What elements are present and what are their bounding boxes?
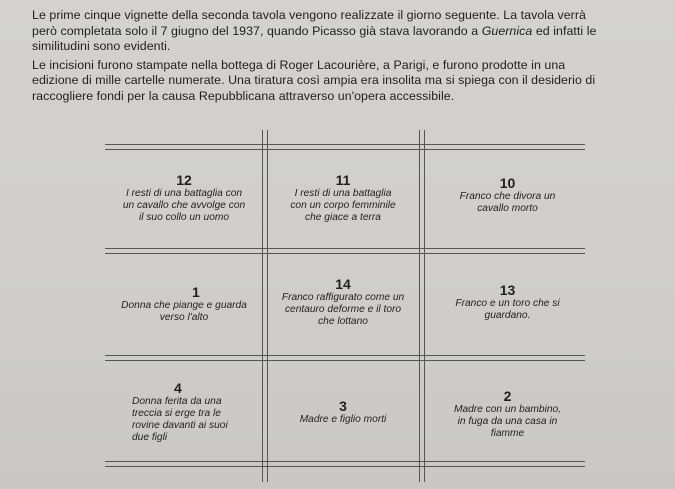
panel-3 (268, 398, 418, 426)
grid-line (424, 130, 425, 482)
text-line: Le incisioni furono stampate nella bottega di Roger Lacourière, a Parigi, e furono prodotte in una (32, 57, 566, 72)
panel-4 (108, 380, 260, 444)
panel-number: 3 (339, 398, 347, 414)
grid-line (262, 130, 263, 482)
panel-description: Madre e figlio morti (299, 414, 387, 425)
panel-11 (268, 172, 418, 224)
grid-line (105, 253, 585, 254)
panel-number: 11 (335, 172, 351, 188)
grid-line (419, 130, 420, 482)
panel-12 (108, 172, 260, 224)
panel-number: 1 (192, 284, 200, 300)
text-line: Le prime cinque vignette della seconda tavola vengono realizzate il giorno seguente. La tavola verrà (32, 8, 586, 22)
panel-description: Franco raffigurato come un centauro deforme e il toro che lottano (281, 292, 405, 327)
panel-description: Franco che divora un cavallo morto (459, 191, 556, 214)
grid-line (105, 144, 585, 145)
panel-number: 13 (499, 282, 516, 298)
grid-line (105, 149, 585, 150)
panel-description: Franco e un toro che si guardano. (455, 298, 560, 321)
panel-10 (430, 175, 585, 215)
intro-paragraph-1 (32, 8, 652, 55)
text-line: edizione di mille cartelle numerate. Una tiratura così ampia era insolita ma si spiega con il desiderio di (32, 73, 596, 88)
panel-number: 10 (499, 175, 516, 191)
panel-13 (430, 282, 585, 322)
panel-description: I resti di una battaglia con un cavallo che avvolge con il suo collo un uomo (122, 188, 246, 223)
grid-line (105, 360, 585, 361)
panel-description: Donna ferita da una treccia si erge tra le rovine davanti ai suoi due figli (132, 396, 228, 443)
panel-description: I resti di una battaglia con un corpo femminile che giace a terra (290, 188, 396, 223)
intro-text (32, 8, 652, 105)
intro-paragraph-2 (32, 58, 652, 105)
grid-line (105, 248, 585, 249)
panel-number: 12 (176, 172, 192, 188)
grid-line (105, 466, 585, 467)
panel-description: Donna che piange e guarda verso l'alto (121, 300, 247, 323)
panel-number: 14 (335, 276, 351, 292)
artwork-title: Guernica (481, 23, 533, 38)
text-line: similitudini sono evidenti. (32, 39, 171, 54)
panel-1 (108, 284, 260, 324)
grid-line (105, 461, 585, 462)
panel-number: 2 (503, 388, 512, 404)
panel-description: Madre con un bambino, in fuga da una casa in fiamme (453, 404, 562, 439)
text-fragment: però completata solo il 7 giugno del 1937, quando Picasso già stava lavorando a (32, 23, 482, 38)
grid-line (105, 355, 585, 356)
text-fragment: ed infatti le (532, 23, 597, 38)
text-line: raccogliere fondi per la causa Repubblicana attraverso un'opera accessibile. (32, 88, 455, 103)
panel-number: 4 (174, 380, 182, 396)
text-line (32, 24, 652, 40)
panel-2 (430, 388, 585, 440)
panel-14 (268, 276, 418, 328)
